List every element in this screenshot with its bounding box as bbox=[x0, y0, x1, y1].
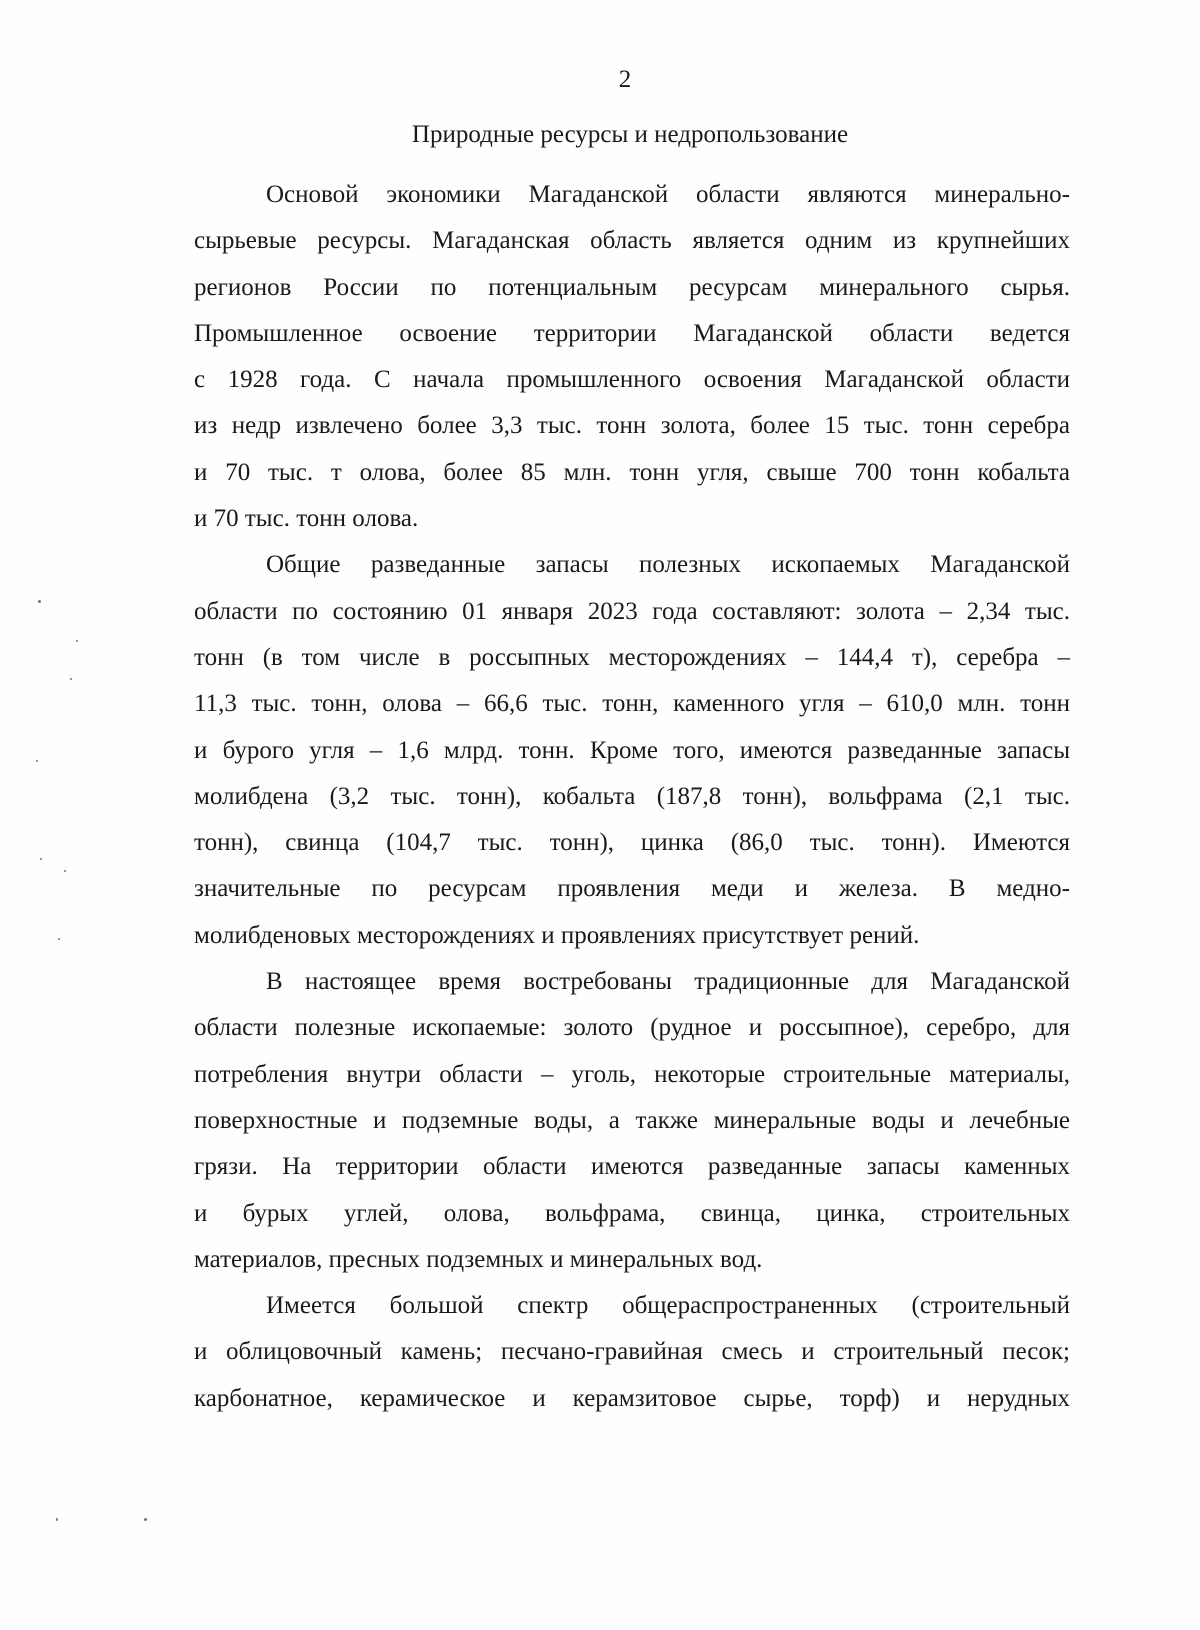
text-line: и бурых углей, олова, вольфрама, свинца, цинка, строительных bbox=[194, 1199, 1070, 1227]
body-text bbox=[194, 172, 1070, 1422]
scan-speck bbox=[36, 760, 38, 762]
text-line: и 70 тыс. тонн олова. bbox=[194, 505, 419, 533]
scan-speck bbox=[64, 870, 66, 872]
scan-speck bbox=[56, 1518, 58, 1521]
text-line: из недр извлечено более 3,3 тыс. тонн золота, более 15 тыс. тонн серебра bbox=[194, 412, 1070, 440]
text-line: области полезные ископаемые: золото (рудное и россыпное), серебро, для bbox=[194, 1014, 1070, 1042]
scan-speck bbox=[58, 938, 60, 940]
text-line: Имеется большой спектр общераспространенных (строительный bbox=[266, 1292, 1070, 1320]
page-number: 2 bbox=[618, 66, 632, 93]
text-line: регионов России по потенциальным ресурсам минерального сырья. bbox=[194, 273, 1070, 301]
paragraph-4 bbox=[194, 1283, 1070, 1422]
paragraph-1 bbox=[194, 172, 1070, 542]
paragraph-2 bbox=[194, 542, 1070, 959]
text-line: значительные по ресурсам проявления меди и железа. В медно- bbox=[194, 875, 1070, 903]
text-line: материалов, пресных подземных и минеральных вод. bbox=[194, 1245, 763, 1273]
text-line: карбонатное, керамическое и керамзитовое сырье, торф) и нерудных bbox=[194, 1384, 1070, 1412]
text-line: потребления внутри области – уголь, некоторые строительные материалы, bbox=[194, 1060, 1070, 1088]
text-line: Основой экономики Магаданской области являются минерально- bbox=[266, 181, 1070, 208]
text-line: 11,3 тыс. тонн, олова – 66,6 тыс. тонн, каменного угля – 610,0 млн. тонн bbox=[194, 690, 1070, 718]
text-line: молибденовых месторождениях и проявлениях присутствует рений. bbox=[194, 921, 920, 949]
text-line: области по состоянию 01 января 2023 года составляют: золота – 2,34 тыс. bbox=[194, 597, 1070, 625]
section-title: Природные ресурсы и недропользование bbox=[411, 121, 849, 148]
text-line: поверхностные и подземные воды, а также минеральные воды и лечебные bbox=[194, 1106, 1070, 1134]
scan-speck bbox=[76, 640, 78, 642]
text-line: тонн), свинца (104,7 тыс. тонн), цинка (86,0 тыс. тонн). Имеются bbox=[194, 829, 1070, 857]
text-line: и 70 тыс. т олова, более 85 млн. тонн угля, свыше 700 тонн кобальта bbox=[194, 458, 1070, 486]
text-line: Общие разведанные запасы полезных ископаемых Магаданской bbox=[266, 551, 1070, 579]
text-line: молибдена (3,2 тыс. тонн), кобальта (187,8 тонн), вольфрама (2,1 тыс. bbox=[194, 782, 1070, 810]
text-line: грязи. На территории области имеются разведанные запасы каменных bbox=[194, 1153, 1070, 1181]
scan-speck bbox=[40, 858, 42, 860]
text-line: тонн (в том числе в россыпных месторождениях – 144,4 т), серебра – bbox=[194, 643, 1070, 671]
text-line: и облицовочный камень; песчано-гравийная смесь и строительный песок; bbox=[194, 1338, 1070, 1366]
scan-speck bbox=[38, 600, 41, 603]
scan-speck bbox=[70, 678, 72, 680]
text-line: с 1928 года. С начала промышленного освоения Магаданской области bbox=[194, 366, 1070, 394]
paragraph-3 bbox=[194, 959, 1070, 1283]
text-line: Промышленное освоение территории Магаданской области ведется bbox=[194, 319, 1070, 347]
text-line: и бурого угля – 1,6 млрд. тонн. Кроме того, имеются разведанные запасы bbox=[194, 736, 1070, 764]
scan-speck bbox=[144, 1518, 147, 1521]
text-line: сырьевые ресурсы. Магаданская область является одним из крупнейших bbox=[194, 227, 1070, 255]
text-line: В настоящее время востребованы традиционные для Магаданской bbox=[266, 968, 1070, 996]
